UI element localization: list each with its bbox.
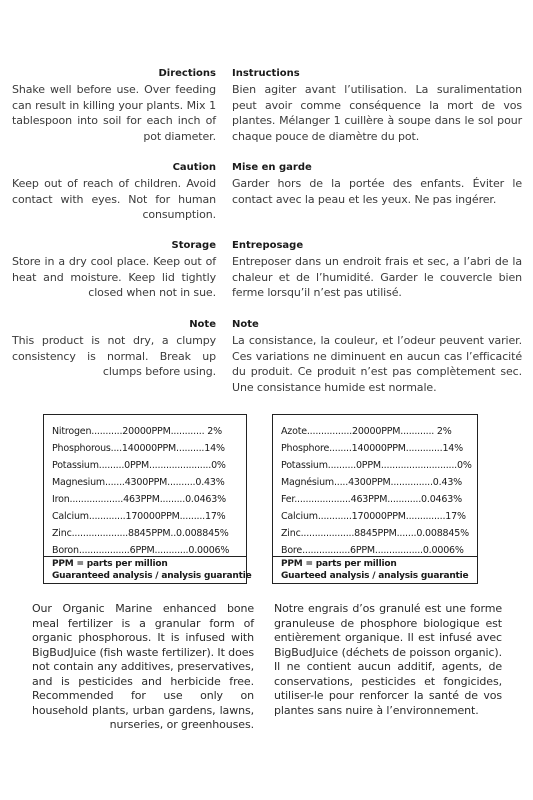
analysis-row: Zinc...................8845PPM.......0.008845% [281, 528, 469, 539]
analysis-row: Nitrogen...........20000PPM............ 2% [52, 426, 222, 437]
storage-section [12, 240, 216, 301]
section-heading: Note [189, 319, 216, 330]
table-divider [273, 556, 477, 557]
section-heading: Instructions [232, 68, 300, 79]
caution-section [12, 162, 216, 223]
section-heading: Mise en garde [232, 162, 312, 173]
product-description-en: Our Organic Marine enhanced bone meal fertilizer is a granular form of organic phosphorous. It is infused with BigBudJuice (fish waste fertilizer). It does not contain any additives, preservatives, and is pesticides and herbicide free. Recommended for use only on household plants, urban gardens, lawns, nurseries, or greenhouses. [32, 602, 254, 731]
analysis-rows [281, 423, 471, 559]
analysis-caption: Guaranteed analysis / analysis guarantie [52, 570, 252, 581]
section-heading: Directions [158, 68, 216, 79]
section-body: Store in a dry cool place. Keep out of heat and moisture. Keep lid tightly closed when not in sue. [12, 255, 216, 299]
section-heading: Note [232, 319, 259, 330]
section-heading: Caution [172, 162, 216, 173]
section-body: Entreposer dans un endroit frais et sec, a l’abri de la chaleur et de l’humidité. Garder le couvercle bien ferme lorsqu’il n’est pas utilisé. [232, 255, 522, 299]
analysis-notes [281, 559, 468, 582]
section-body: Keep out of reach of children. Avoid contact with eyes. Not for human consumption. [12, 177, 216, 221]
mise-en-garde-section [232, 162, 522, 207]
analysis-row: Phosphore........140000PPM.............14% [281, 443, 463, 454]
analysis-row: Magnésium.....4300PPM...............0.43% [281, 477, 462, 488]
analysis-row: Azote................20000PPM............ 2% [281, 426, 452, 437]
directions-section [12, 68, 216, 144]
guaranteed-analysis-table-fr [272, 414, 478, 584]
section-heading: Storage [171, 240, 216, 251]
analysis-row: Potassium..........0PPM...........................0% [281, 460, 472, 471]
analysis-row: Zinc....................8845PPM..0.008845% [52, 528, 229, 539]
analysis-row: Calcium.............170000PPM.........17% [52, 511, 226, 522]
analysis-rows [52, 423, 240, 559]
analysis-notes [52, 559, 252, 582]
guaranteed-analysis-table-en [43, 414, 252, 584]
analysis-row: Potassium.........0PPM......................0% [52, 460, 226, 471]
analysis-row: Boron..................6PPM............0.0006% [52, 545, 230, 556]
note-fr-section [232, 319, 522, 395]
analysis-row: Fer....................463PPM............0.0463% [281, 494, 462, 505]
section-body: This product is not dry, a clumpy consistency is normal. Break up clumps before using. [12, 334, 216, 378]
analysis-row: Bore.................6PPM.................0.0006% [281, 545, 464, 556]
section-body: Garder hors de la portée des enfants. Éviter le contact avec la peau et les yeux. Ne pas ingérer. [232, 177, 522, 206]
note-section [12, 319, 216, 380]
ppm-note: PPM = parts per million [281, 559, 397, 569]
analysis-caption: Guarteed analysis / analysis guarantie [281, 570, 469, 581]
product-description-fr: Notre engrais d’os granulé est une forme granuleuse de phosphore biologique est entièrement organique. Il est infusé avec BigBudJuice (déchets de poisson organic). Il ne contient aucun additif, agents, de conservations, pesticides et fongicides, utiliser-le pour renforcer la santé de vos plantes sans nuire à l’environnement. [274, 602, 502, 717]
ppm-note: PPM = parts per million [52, 559, 168, 569]
analysis-row: Calcium............170000PPM..............17% [281, 511, 466, 522]
analysis-row: Magnesium.......4300PPM..........0.43% [52, 477, 225, 488]
section-body: Bien agiter avant l’utilisation. La suralimentation peut avoir comme conséquence la mort de vos plantes. Mélanger 1 cuillère à soupe dans le sol pour chaque pouce de diamètre du pot. [232, 83, 522, 143]
table-divider [44, 556, 246, 557]
entreposage-section [232, 240, 522, 301]
section-body: La consistance, la couleur, et l’odeur peuvent varier. Ces variations ne diminuent en aucun cas l’efficacité du produit. Ce produit n’est pas complètement sec. Une consistance humide est normale. [232, 334, 522, 394]
section-body: Shake well before use. Over feeding can result in killing your plants. Mix 1 tablespoon into soil for each inch of pot diameter. [12, 83, 216, 143]
analysis-row: Iron...................463PPM.........0.0463% [52, 494, 226, 505]
instructions-section [232, 68, 522, 144]
analysis-row: Phosphorous....140000PPM..........14% [52, 443, 225, 454]
section-heading: Entreposage [232, 240, 304, 251]
